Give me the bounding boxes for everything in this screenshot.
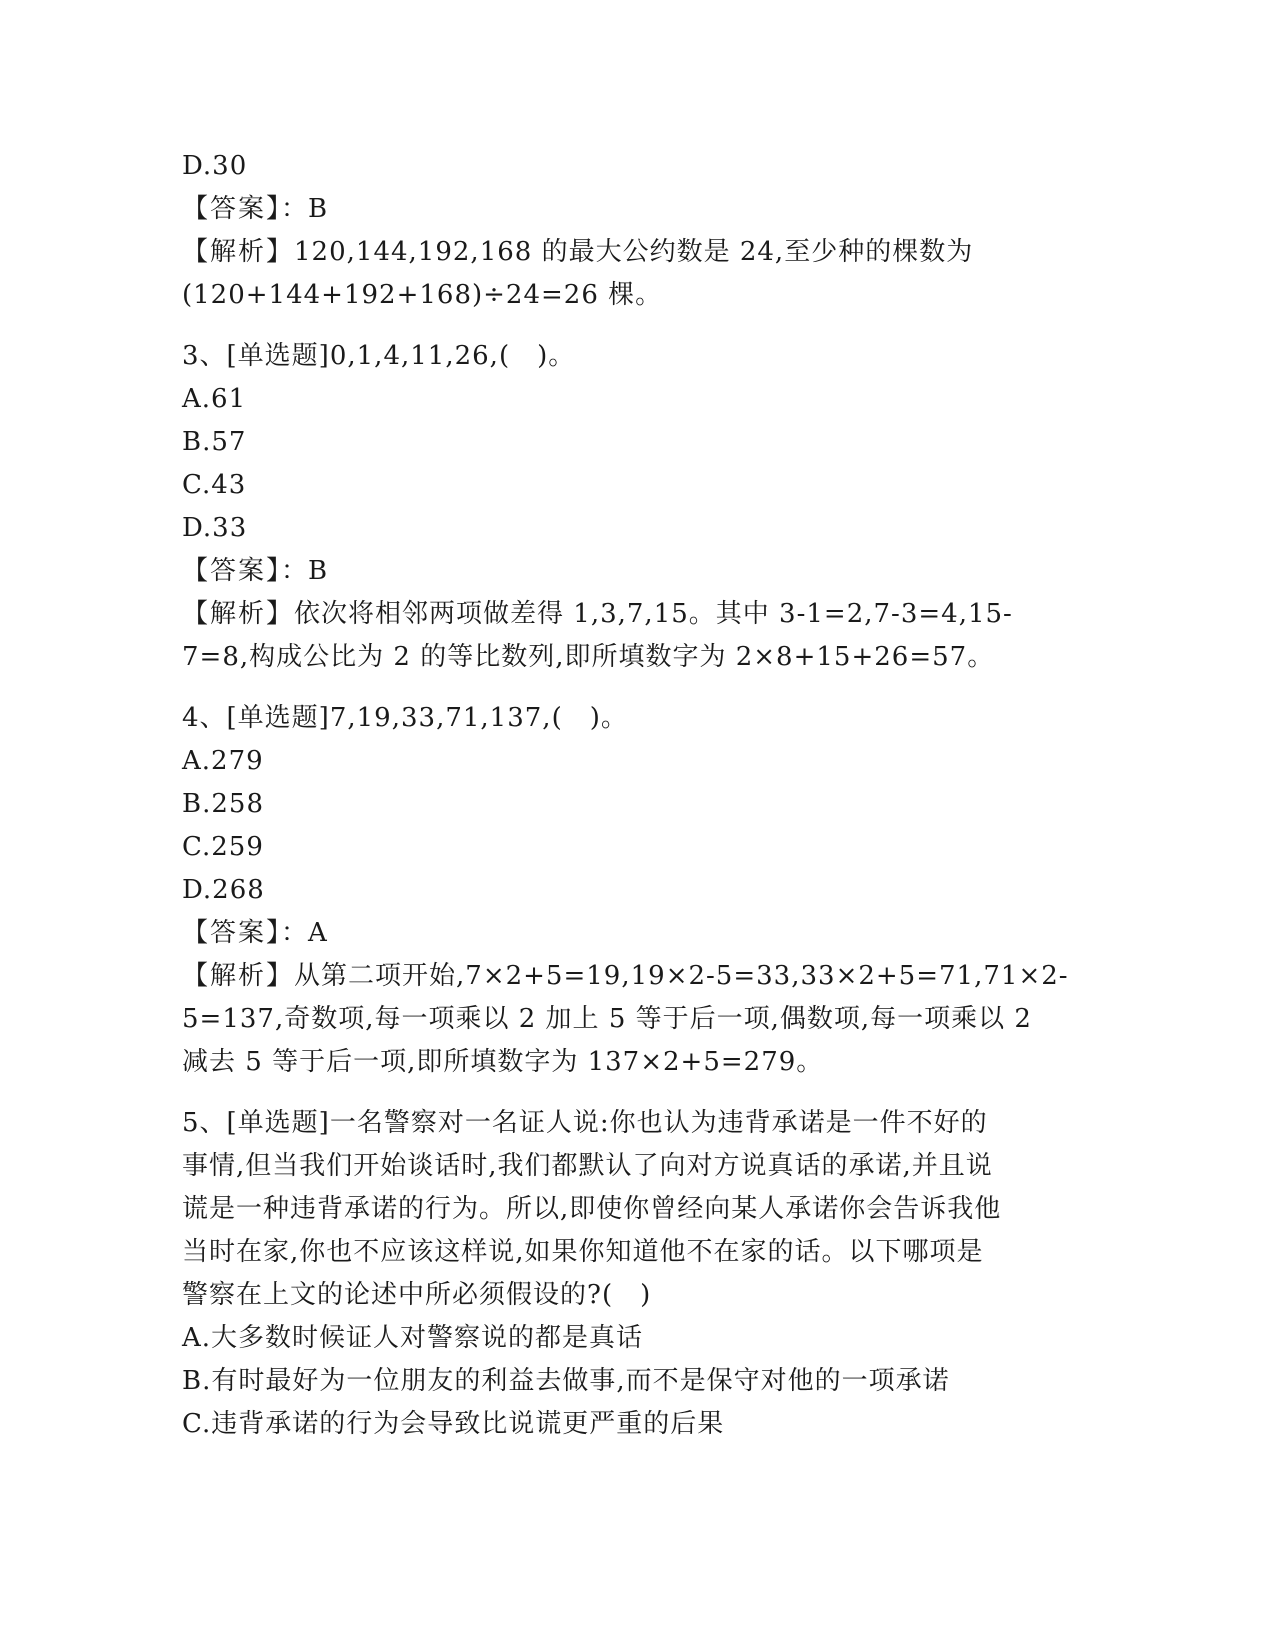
option-a: A.61 [182, 384, 247, 414]
option-c: C.违背承诺的行为会导致比说谎更严重的后果 [182, 1409, 725, 1439]
answer-label: 【答案】 [182, 918, 282, 948]
question-stem-line: 警察在上文的论述中所必须假设的?( ) [182, 1280, 652, 1310]
analysis-label: 【解析】 [182, 237, 295, 267]
answer-label: 【答案】 [182, 556, 282, 586]
analysis-text: 从第二项开始,7×2+5=19,19×2-5=33,33×2+5=71,71×2- [294, 961, 1069, 991]
answer-line [182, 912, 1082, 955]
option-b: B.有时最好为一位朋友的利益去做事,而不是保守对他的一项承诺 [182, 1366, 950, 1396]
question-stem-line: 当时在家,你也不应该这样说,如果你知道他不在家的话。以下哪项是 [182, 1237, 984, 1267]
question-5 [182, 1102, 1082, 1446]
question-stem: 3、[单选题]0,1,4,11,26,( )。 [182, 341, 576, 371]
analysis-text: 依次将相邻两项做差得 1,3,7,15。其中 3-1=2,7-3=4,15- [294, 599, 1013, 629]
option-d: D.268 [182, 875, 265, 905]
analysis-label: 【解析】 [182, 599, 295, 629]
analysis-text: 120,144,192,168 的最大公约数是 24,至少种的棵数为 [294, 237, 974, 267]
option-b: B.57 [182, 427, 247, 457]
question-2-tail [182, 145, 1082, 317]
option-a: A.279 [182, 746, 264, 776]
analysis-text-line: 减去 5 等于后一项,即所填数字为 137×2+5=279。 [182, 1047, 824, 1077]
question-stem-line: 事情,但当我们开始谈话时,我们都默认了向对方说真话的承诺,并且说 [182, 1151, 993, 1181]
analysis-text-line: (120+144+192+168)÷24=26 棵。 [182, 280, 663, 310]
question-3 [182, 335, 1082, 679]
analysis-text-line: 5=137,奇数项,每一项乘以 2 加上 5 等于后一项,偶数项,每一项乘以 2 [182, 1004, 1032, 1034]
question-stem-line: 谎是一种违背承诺的行为。所以,即使你曾经向某人承诺你会告诉我他 [182, 1194, 1002, 1224]
analysis-line [182, 955, 1082, 998]
question-stem-line: 5、[单选题]一名警察对一名证人说:你也认为违背承诺是一件不好的 [182, 1108, 988, 1138]
answer-value: ：B [281, 556, 329, 586]
option-d: D.30 [182, 151, 248, 181]
analysis-line [182, 593, 1082, 636]
analysis-label: 【解析】 [182, 961, 295, 991]
answer-value: ：A [281, 918, 328, 948]
option-a: A.大多数时候证人对警察说的都是真话 [182, 1323, 644, 1353]
option-b: B.258 [182, 789, 264, 819]
answer-value: ：B [281, 194, 329, 224]
question-4 [182, 697, 1082, 1084]
answer-line [182, 188, 1082, 231]
document-body [182, 145, 1082, 1446]
option-c: C.259 [182, 832, 264, 862]
option-d: D.33 [182, 513, 248, 543]
question-stem: 4、[单选题]7,19,33,71,137,( )。 [182, 703, 628, 733]
option-c: C.43 [182, 470, 247, 500]
analysis-line [182, 231, 1082, 274]
analysis-text-line: 7=8,构成公比为 2 的等比数列,即所填数字为 2×8+15+26=57。 [182, 642, 995, 672]
answer-label: 【答案】 [182, 194, 282, 224]
answer-line [182, 550, 1082, 593]
